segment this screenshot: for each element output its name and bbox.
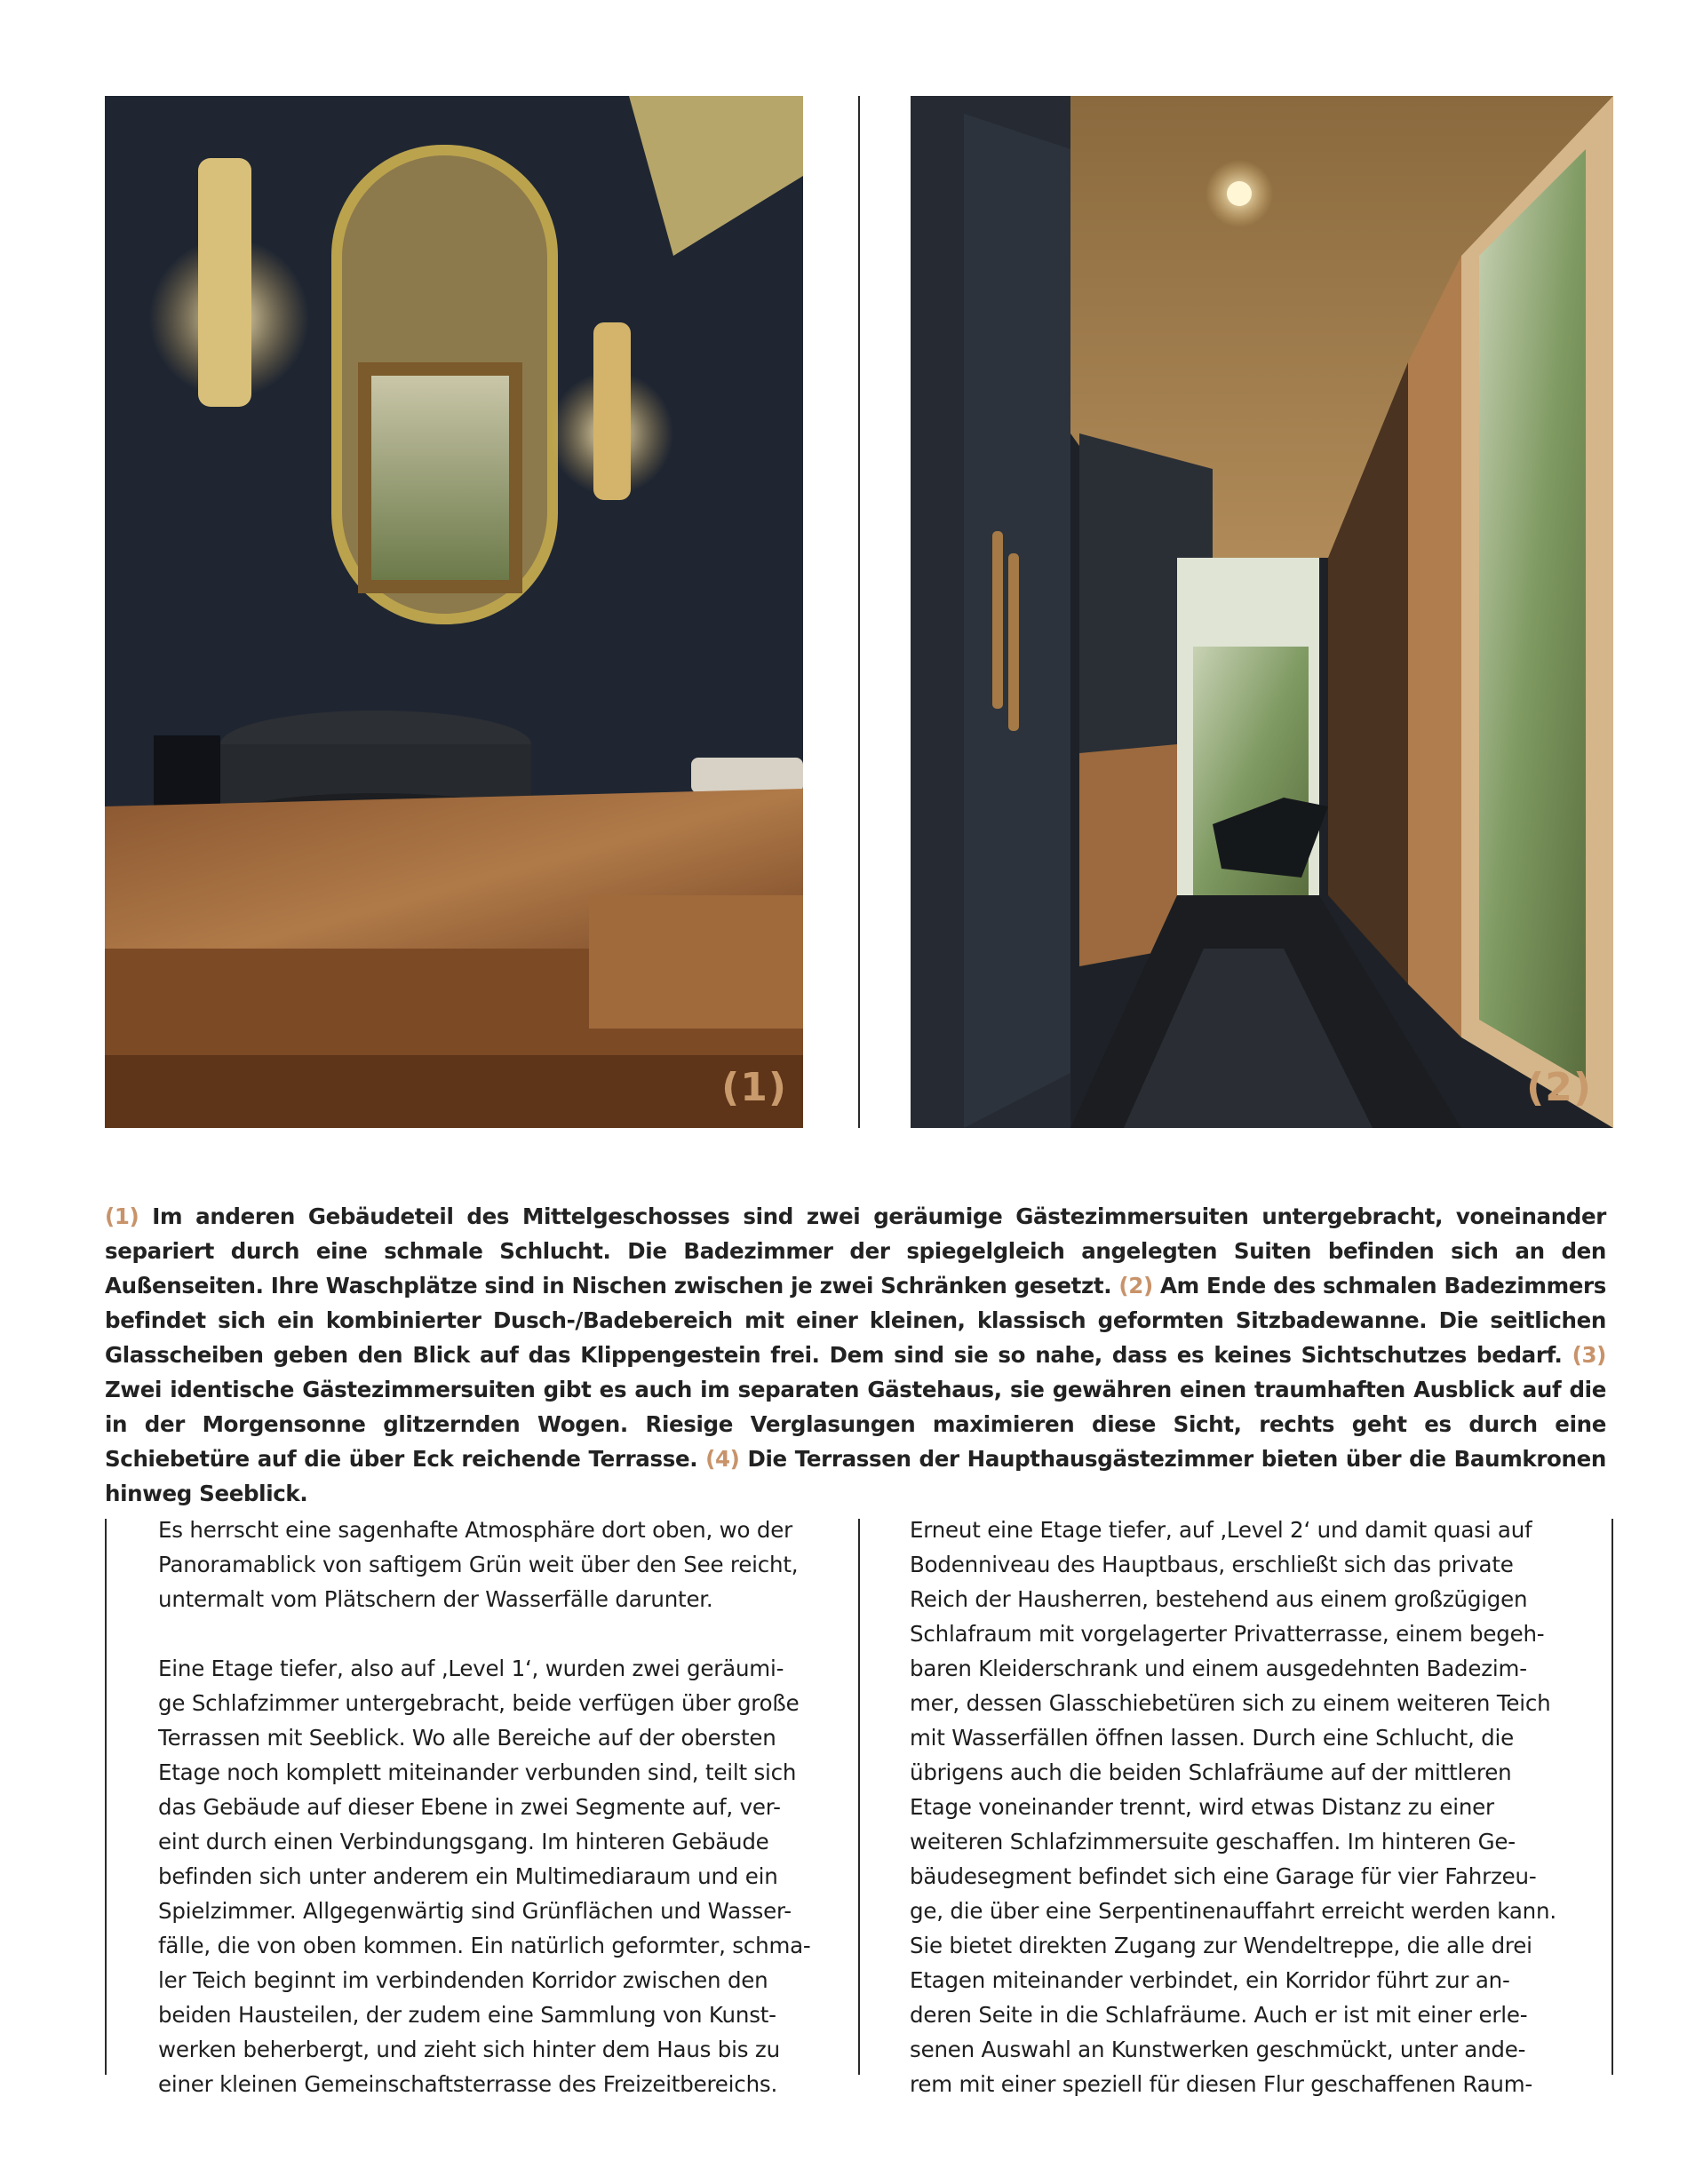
photo-caption: [105, 1199, 1606, 1511]
text-line: eint durch einen Verbindungsgang. Im hinteren Gebäude: [158, 1829, 769, 1854]
text-line: untermalt vom Plätschern der Wasserfälle darunter.: [158, 1586, 713, 1612]
photo-number-2: (2): [1526, 1065, 1592, 1110]
caption-text-2: Am Ende des schmalen Badezimmers befindet sich ein kombinierter Dusch-/Badebereich mit einer kleinen, klassisch geformten Sitzbadewanne. Die seitlichen Glasscheiben geben den Blick auf das Klippengestein frei. Dem sind sie so nahe, dass es keines Sichtschutzes bedarf.: [105, 1273, 1606, 1368]
text-line: mit Wasserfällen öffnen lassen. Durch eine Schlucht, die: [910, 1725, 1515, 1751]
column1-paragraph-2: [158, 1651, 811, 2101]
text-line: Etagen miteinander verbindet, ein Korridor führt zur an-: [910, 1967, 1510, 1993]
caption-number-4: (4): [705, 1446, 740, 1472]
text-line: einer kleinen Gemeinschaftsterrasse des Freizeitbereichs.: [158, 2071, 778, 2097]
text-line: Sie bietet direkten Zugang zur Wendeltreppe, die alle drei: [910, 1933, 1532, 1958]
text-line: Panoramablick von saftigem Grün weit über den See reicht,: [158, 1552, 799, 1577]
caption-text-1: Im anderen Gebäudeteil des Mittelgeschosses sind zwei geräumige Gästezimmersuiten untergebracht, voneinander separiert durch eine schmale Schlucht. Die Badezimmer der spiegelgleich angelegten Suiten befinden sich an den Außenseiten. Ihre Waschplätze sind in Nischen zwischen je zwei Schränken gesetzt.: [105, 1203, 1606, 1298]
column-rule-middle: [858, 1519, 860, 2075]
text-line: baren Kleiderschrank und einem ausgedehnten Badezim-: [910, 1656, 1527, 1681]
column1-paragraph-1: [158, 1513, 802, 1616]
text-line: Etage noch komplett miteinander verbunden sind, teilt sich: [158, 1759, 797, 1785]
text-line: Etage voneinander trennt, wird etwas Distanz zu einer: [910, 1794, 1494, 1820]
column-rule-left: [105, 1519, 107, 2075]
text-line: übrigens auch die beiden Schlafräume auf der mittleren: [910, 1759, 1512, 1785]
photo-divider-rule: [858, 96, 860, 1128]
text-line: Erneut eine Etage tiefer, auf ‚Level 2‘ und damit quasi auf: [910, 1517, 1532, 1543]
photo-bathroom-corridor: [911, 96, 1613, 1128]
photo-bathroom-vanity: [105, 96, 803, 1128]
photo-number-1: (1): [721, 1065, 787, 1110]
body-column-1: [158, 1513, 811, 2101]
text-line: mer, dessen Glasschiebetüren sich zu einem weiteren Teich: [910, 1690, 1551, 1716]
text-line: werken beherbergt, und zieht sich hinter dem Haus bis zu: [158, 2037, 780, 2062]
text-line: beiden Hausteilen, der zudem eine Sammlung von Kunst-: [158, 2002, 776, 2028]
text-line: Schlafraum mit vorgelagerter Privatterrasse, einem begeh-: [910, 1621, 1545, 1647]
text-line: deren Seite in die Schlafräume. Auch er ist mit einer erle-: [910, 2002, 1528, 2028]
text-line: Es herrscht eine sagenhafte Atmosphäre dort oben, wo der: [158, 1517, 792, 1543]
caption-number-1: (1): [105, 1203, 139, 1229]
text-line: Eine Etage tiefer, also auf ‚Level 1‘, wurden zwei geräumi-: [158, 1656, 784, 1681]
text-line: das Gebäude auf dieser Ebene in zwei Segmente auf, ver-: [158, 1794, 781, 1820]
text-line: ge, die über eine Serpentinenauffahrt erreicht werden kann.: [910, 1898, 1556, 1924]
text-line: senen Auswahl an Kunstwerken geschmückt, unter ande-: [910, 2037, 1526, 2062]
caption-text-3: Zwei identische Gästezimmersuiten gibt es auch im separaten Gästehaus, sie gewähren einen traumhaften Ausblick auf die in der Morgensonne glitzernden Wogen. Riesige Verglasungen maximieren diese Sicht, rechts geht es durch eine Schiebetüre auf die über Eck reichende Terrasse.: [105, 1377, 1606, 1472]
text-line: Terrassen mit Seeblick. Wo alle Bereiche auf der obersten: [158, 1725, 776, 1751]
caption-number-2: (2): [1118, 1273, 1153, 1298]
text-line: fälle, die von oben kommen. Ein natürlich geformter, schma-: [158, 1933, 811, 1958]
text-line: ge Schlafzimmer untergebracht, beide verfügen über große: [158, 1690, 800, 1716]
text-line: befinden sich unter anderem ein Multimediaraum und ein: [158, 1863, 778, 1889]
column-rule-right: [1611, 1519, 1613, 2075]
caption-number-3: (3): [1572, 1342, 1606, 1368]
text-line: bäudesegment befindet sich eine Garage für vier Fahrzeu-: [910, 1863, 1537, 1889]
text-line: weiteren Schlafzimmersuite geschaffen. Im hinteren Ge-: [910, 1829, 1516, 1854]
caption-text-4: Die Terrassen der Haupthausgästezimmer bieten über die Baumkronen hinweg Seeblick.: [105, 1446, 1606, 1506]
text-line: Spielzimmer. Allgegenwärtig sind Grünflächen und Wasser-: [158, 1898, 792, 1924]
text-line: Bodenniveau des Hauptbaus, erschließt sich das private: [910, 1552, 1514, 1577]
text-line: rem mit einer speziell für diesen Flur geschaffenen Raum-: [910, 2071, 1533, 2097]
text-line: Reich der Hausherren, bestehend aus einem großzügigen: [910, 1586, 1528, 1612]
text-line: ler Teich beginnt im verbindenden Korridor zwischen den: [158, 1967, 768, 1993]
column2-paragraph-1: [910, 1513, 1554, 2101]
body-column-2: [910, 1513, 1554, 2101]
